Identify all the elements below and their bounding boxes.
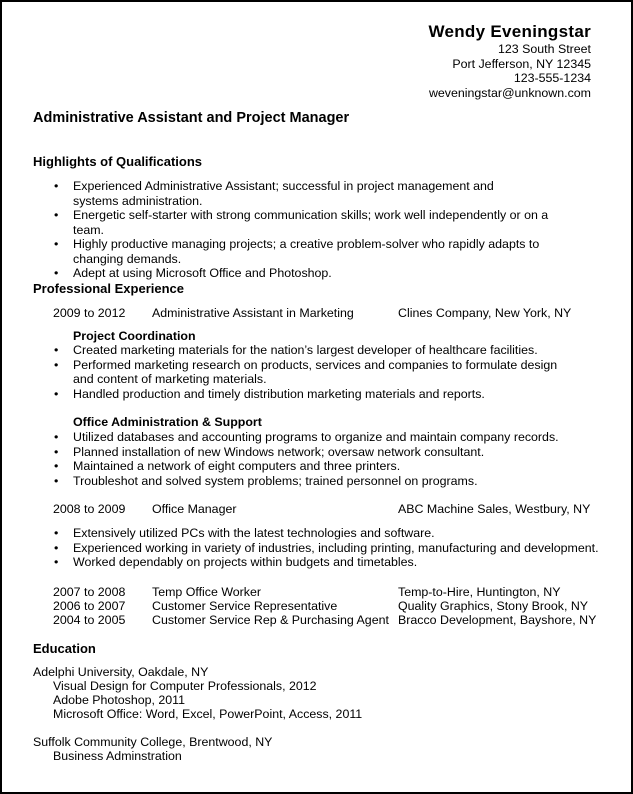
course-item: Business Adminstration	[53, 749, 182, 763]
job-title: Customer Service Representative	[152, 599, 338, 613]
applicant-name: Wendy Eveningstar	[428, 22, 591, 41]
bullet-icon: •	[54, 179, 59, 193]
bullet-icon: •	[54, 343, 59, 357]
job-title: Office Manager	[152, 502, 237, 516]
objective-title: Administrative Assistant and Project Manager	[33, 110, 350, 126]
bullet-icon: •	[54, 237, 59, 251]
school-name: Suffolk Community College, Brentwood, NY	[33, 735, 273, 749]
job-row	[53, 599, 613, 613]
list-item: • Troubleshot and solved system problems; trained personnel on programs.	[54, 473, 478, 488]
job-row	[53, 502, 613, 516]
list-item: • Extensively utilized PCs with the latest technologies and software.	[54, 526, 435, 540]
job-row	[53, 585, 613, 599]
job-company: Bracco Development, Bayshore, NY	[398, 613, 597, 627]
list-item: • Experienced Administrative Assistant; successful in project management and systems administration.	[54, 179, 494, 208]
bullet-icon: •	[54, 208, 59, 222]
list-item: • Planned installation of new Windows network; oversaw network consultant.	[54, 444, 485, 459]
bullet-icon: •	[54, 473, 59, 488]
course-item: Visual Design for Computer Professionals, 2012	[53, 679, 317, 693]
job-company: ABC Machine Sales, Westbury, NY	[398, 502, 591, 516]
school-name: Adelphi University, Oakdale, NY	[33, 665, 209, 679]
job-title: Customer Service Rep & Purchasing Agent	[152, 613, 389, 627]
list-item: • Handled production and timely distribution marketing materials and reports.	[54, 386, 485, 401]
bullet-icon: •	[54, 555, 59, 569]
office-administration-list	[54, 430, 583, 488]
job-title: Administrative Assistant in Marketing	[152, 306, 354, 320]
bullet-icon: •	[54, 444, 59, 459]
bullet-icon: •	[54, 459, 59, 473]
contact-block	[428, 22, 591, 100]
education-heading: Education	[33, 641, 96, 656]
job-dates: 2008 to 2009	[53, 502, 126, 516]
list-item: • Experienced working in variety of industries, including printing, manufacturing and development.	[54, 540, 599, 555]
job-dates: 2004 to 2005	[53, 613, 126, 627]
job-company: Quality Graphics, Stony Brook, NY	[398, 599, 589, 613]
street-address: 123 South Street	[498, 42, 591, 56]
office-administration-heading: Office Administration & Support	[73, 415, 262, 429]
job-row	[53, 613, 613, 627]
bullet-icon: •	[54, 526, 59, 540]
job-company: Clines Company, New York, NY	[398, 306, 572, 320]
highlights-list	[54, 179, 578, 281]
job-company: Temp-to-Hire, Huntington, NY	[398, 585, 561, 599]
list-item: • Highly productive managing projects; a creative problem-solver who rapidly adapts to changing demands.	[54, 237, 540, 266]
job-row	[53, 306, 613, 320]
list-item: • Created marketing materials for the nation’s largest developer of healthcare facilities.	[54, 343, 538, 357]
project-coordination-heading: Project Coordination	[73, 329, 196, 343]
course-item: Microsoft Office: Word, Excel, PowerPoint, Access, 2011	[53, 707, 363, 721]
bullet-icon: •	[54, 266, 59, 280]
office-manager-list	[54, 526, 603, 570]
experience-heading: Professional Experience	[33, 281, 185, 296]
bullet-icon: •	[54, 540, 59, 555]
list-item: • Maintained a network of eight computers and three printers.	[54, 459, 401, 473]
bullet-icon: •	[54, 357, 59, 372]
job-dates: 2006 to 2007	[53, 599, 126, 613]
bullet-icon: •	[54, 386, 59, 401]
list-item: • Adept at using Microsoft Office and Photoshop.	[54, 266, 332, 280]
project-coordination-list	[54, 343, 583, 401]
city-state-zip: Port Jefferson, NY 12345	[452, 56, 591, 71]
list-item: • Energetic self-starter with strong communication skills; work well independently or on a team.	[54, 208, 549, 237]
email-address: weveningstar@unknown.com	[428, 85, 591, 100]
list-item: • Utilized databases and accounting programs to organize and maintain company records.	[54, 430, 559, 444]
course-item: Adobe Photoshop, 2011	[53, 693, 186, 707]
job-dates: 2009 to 2012	[53, 306, 126, 320]
job-dates: 2007 to 2008	[53, 585, 126, 599]
bullet-icon: •	[54, 430, 59, 444]
list-item: • Performed marketing research on products, services and companies to formulate design and content of marketing materials.	[54, 357, 558, 386]
list-item: • Worked dependably on projects within budgets and timetables.	[54, 555, 418, 569]
job-title: Temp Office Worker	[152, 585, 262, 599]
phone-number: 123-555-1234	[513, 71, 591, 85]
highlights-heading: Highlights of Qualifications	[33, 154, 202, 169]
